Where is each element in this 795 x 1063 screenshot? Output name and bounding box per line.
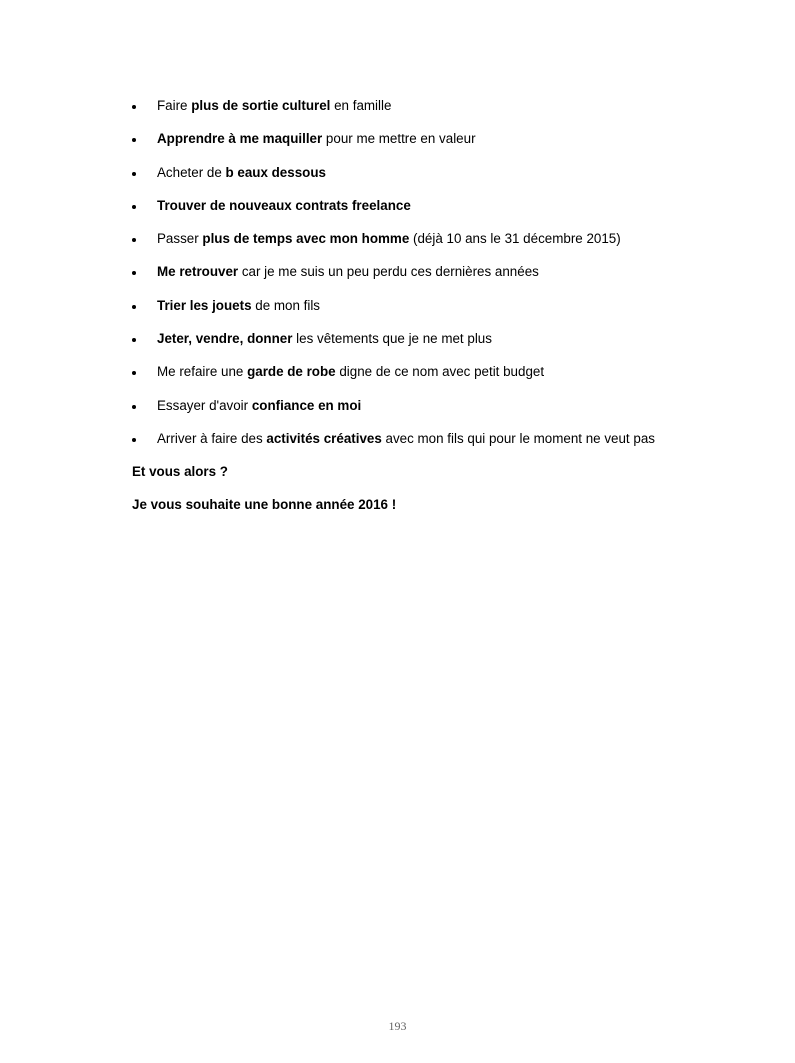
bullet-icon (132, 438, 136, 442)
document-body (132, 97, 667, 529)
list-item (132, 397, 667, 415)
item-text-part: les vêtements que je ne met plus (292, 331, 492, 347)
item-text-bold: plus de temps avec mon homme (202, 231, 410, 247)
list-item (132, 430, 667, 448)
bullet-icon (132, 405, 136, 409)
item-text-part: Passer (157, 231, 203, 247)
item-text-part: de mon fils (251, 297, 321, 313)
bullet-icon (132, 172, 136, 176)
item-text-bold: b eaux dessous (225, 164, 326, 180)
item-text-part: (déjà 10 ans le 31 décembre 2015) (409, 231, 621, 247)
item-text-bold: Me retrouver (157, 264, 239, 280)
item-text-bold: Trier les jouets (157, 297, 252, 313)
item-text-part: Arriver à faire des (157, 430, 267, 446)
list-item (132, 263, 667, 281)
bullet-icon (132, 138, 136, 142)
list-item (132, 164, 667, 182)
item-text-part: en famille (330, 98, 392, 113)
item-text-part: Essayer d'avoir (157, 397, 252, 413)
item-text-part: Me refaire une (157, 364, 248, 380)
item-text-bold: Trouver de nouveaux contrats freelance (157, 197, 411, 213)
item-text-bold: activités créatives (266, 430, 382, 446)
item-text-part: pour me mettre en valeur (322, 131, 476, 147)
list-item (132, 297, 667, 315)
bullet-icon (132, 238, 136, 242)
list-item (132, 97, 667, 115)
closing-question: Et vous alors ? (132, 464, 228, 480)
item-text-part: car je me suis un peu perdu ces dernières années (238, 264, 539, 280)
list-item (132, 363, 667, 381)
bullet-icon (132, 271, 136, 275)
item-text-bold: confiance en moi (251, 397, 362, 413)
item-text-part: digne de ce nom avec petit budget (335, 364, 545, 380)
item-text-part: avec mon fils qui pour le moment ne veut pas (381, 430, 655, 446)
item-text-bold: garde de robe (247, 364, 336, 380)
list-item (132, 130, 667, 148)
item-text-part: Faire (157, 98, 192, 113)
list-item (132, 330, 667, 348)
item-text-bold: Apprendre à me maquiller (157, 131, 323, 147)
bullet-icon (132, 338, 136, 342)
list-item (132, 230, 667, 248)
page-number: 193 (388, 1019, 407, 1033)
bullet-icon (132, 371, 136, 375)
item-text-part: Acheter de (157, 164, 226, 180)
bullet-icon (132, 305, 136, 309)
bullet-icon (132, 205, 136, 209)
resolutions-list (132, 97, 667, 448)
item-text-bold: plus de sortie culturel (191, 98, 331, 113)
list-item (132, 197, 667, 215)
item-text-bold: Jeter, vendre, donner (157, 331, 293, 347)
closing-wish: Je vous souhaite une bonne année 2016 ! (132, 497, 397, 513)
bullet-icon (132, 105, 136, 109)
